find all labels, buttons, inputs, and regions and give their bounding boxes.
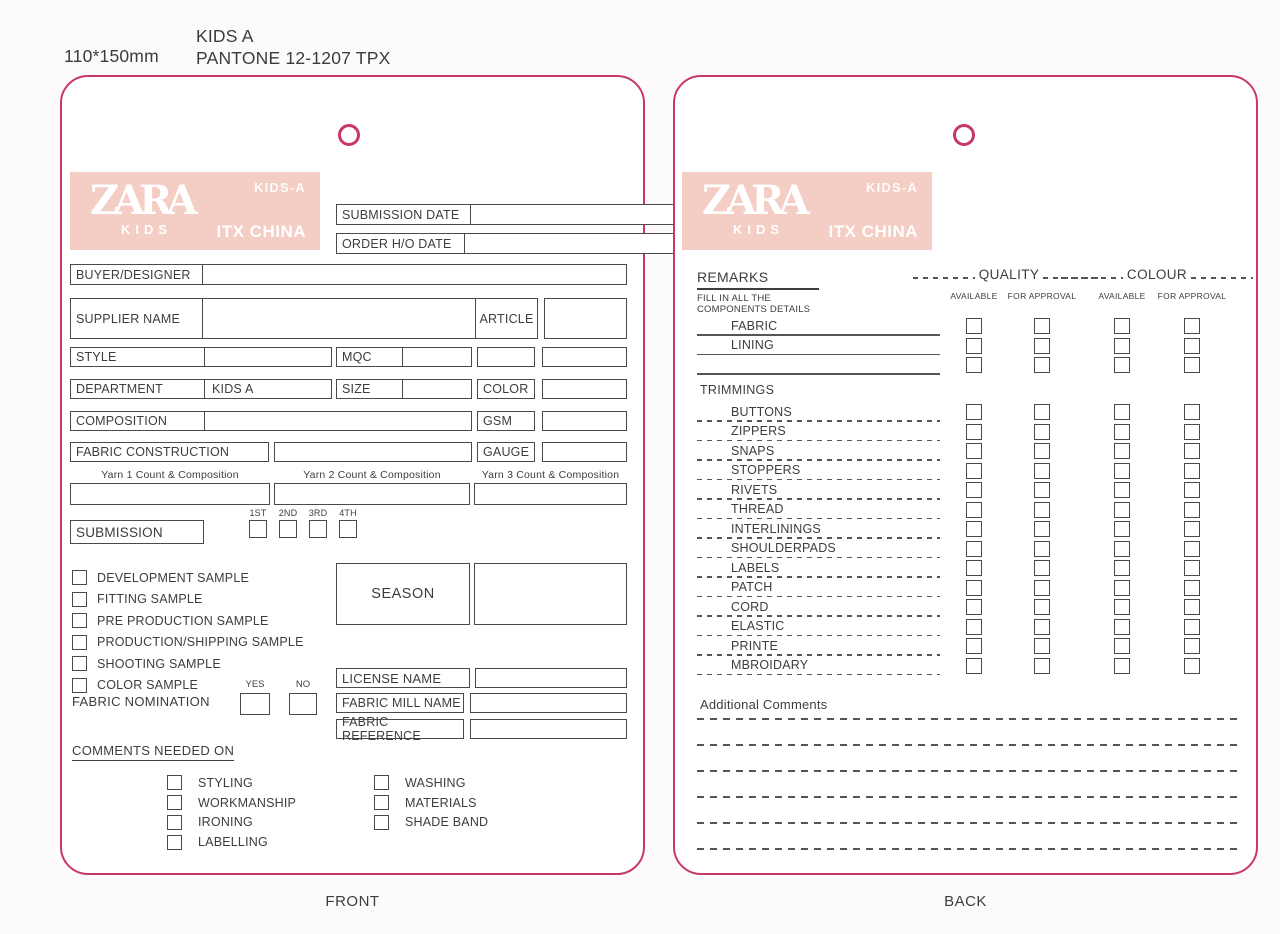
sample-checkbox[interactable] [72, 635, 87, 650]
comment-label: IRONING [198, 815, 253, 830]
sample-checkbox[interactable] [72, 656, 87, 671]
season-field [336, 563, 470, 625]
comment-option-row [167, 793, 296, 813]
front-card [60, 75, 645, 875]
comment-checkbox[interactable] [374, 775, 389, 790]
style-extra-box[interactable] [477, 347, 535, 367]
color-input[interactable] [542, 379, 627, 399]
sample-option-row [72, 610, 304, 632]
kids-label: KIDS A [196, 26, 254, 46]
colour-approval-checkbox[interactable] [1184, 599, 1200, 615]
quality-approval-checkbox[interactable] [1034, 541, 1050, 557]
license-label: LICENSE NAME [336, 668, 470, 688]
fabric-nomination-no-checkbox[interactable] [289, 693, 317, 715]
buyer-input[interactable] [203, 265, 626, 284]
quality-approval-checkbox[interactable] [1034, 404, 1050, 420]
fabric-nomination-yes-checkbox[interactable] [240, 693, 270, 715]
quality-approval-checkbox[interactable] [1034, 338, 1050, 354]
component-label: ELASTIC [731, 619, 785, 633]
composition-input[interactable] [205, 412, 471, 430]
colour-approval-checkbox[interactable] [1184, 443, 1200, 459]
quality-available-checkbox[interactable] [966, 443, 982, 459]
colour-available-checkbox[interactable] [1114, 424, 1130, 440]
color-label: COLOR [477, 379, 535, 399]
component-label: STOPPERS [731, 463, 801, 477]
submission-round-checkbox[interactable] [249, 520, 267, 538]
comment-checkbox[interactable] [167, 815, 182, 830]
zara-wordmark: ZARA [702, 177, 805, 224]
comment-checkbox[interactable] [374, 815, 389, 830]
quality-approval-header: FOR APPROVAL [1007, 291, 1077, 301]
component-row [697, 403, 1242, 423]
size-label: 110*150mm [64, 46, 159, 66]
fabric-nomination-no [289, 679, 317, 715]
submission-round-checkbox[interactable] [309, 520, 327, 538]
buyer-field [70, 264, 627, 285]
composition-field [70, 411, 472, 431]
fabric-reference-input[interactable] [470, 719, 627, 739]
sample-label: COLOR SAMPLE [97, 678, 199, 693]
component-row [697, 520, 1242, 540]
colour-approval-checkbox[interactable] [1184, 482, 1200, 498]
supplier-field [70, 298, 538, 339]
colour-approval-checkbox[interactable] [1184, 338, 1200, 354]
quality-available-header: AVAILABLE [950, 291, 998, 301]
component-row [697, 637, 1242, 657]
quality-available-checkbox[interactable] [966, 482, 982, 498]
colour-approval-checkbox[interactable] [1184, 318, 1200, 334]
submission-date-field [336, 204, 687, 225]
article-label: ARTICLE [475, 299, 537, 338]
comment-checkbox[interactable] [167, 795, 182, 810]
quality-available-checkbox[interactable] [966, 357, 982, 373]
fabric-construction-label: FABRIC CONSTRUCTION [70, 442, 269, 462]
composition-label: COMPOSITION [71, 412, 205, 430]
quality-approval-checkbox[interactable] [1034, 619, 1050, 635]
round-label: 3RD [308, 508, 328, 518]
sample-checkbox[interactable] [72, 613, 87, 628]
comment-label: SHADE BAND [405, 815, 489, 830]
colour-approval-checkbox[interactable] [1184, 560, 1200, 576]
yes-label: YES [245, 679, 265, 690]
size-input[interactable] [403, 380, 471, 398]
component-row [697, 598, 1242, 618]
quality-approval-checkbox[interactable] [1034, 560, 1050, 576]
yarn3-input[interactable] [474, 483, 627, 505]
comments-heading: COMMENTS NEEDED ON [72, 743, 234, 761]
yarn2-input[interactable] [274, 483, 470, 505]
trimmings-heading: TRIMMINGS [700, 383, 775, 397]
colour-available-checkbox[interactable] [1114, 318, 1130, 334]
dept-code: KIDS-A [254, 180, 306, 195]
comment-label: WORKMANSHIP [198, 795, 297, 810]
component-label: LINING [731, 338, 774, 352]
sample-label: PRE PRODUCTION SAMPLE [97, 613, 269, 628]
component-label: RIVETS [731, 482, 778, 497]
component-row [697, 559, 1242, 579]
colour-available-checkbox[interactable] [1114, 541, 1130, 557]
component-label: LABELS [731, 560, 780, 575]
colour-available-checkbox[interactable] [1114, 599, 1130, 615]
zara-kids-label: KIDS [733, 222, 785, 237]
gauge-input[interactable] [542, 442, 627, 462]
mqc-field [336, 347, 472, 367]
submission-round [305, 508, 331, 538]
mqc-label: MQC [337, 348, 403, 366]
submission-date-input[interactable] [471, 205, 686, 224]
quality-approval-checkbox[interactable] [1034, 482, 1050, 498]
component-label: MBROIDARY [731, 658, 809, 672]
quality-approval-checkbox[interactable] [1034, 580, 1050, 596]
colour-approval-checkbox[interactable] [1184, 502, 1200, 518]
colour-available-checkbox[interactable] [1114, 463, 1130, 479]
fabric-construction-input[interactable] [274, 442, 472, 462]
article-input[interactable] [544, 298, 627, 339]
trimming-rows [697, 403, 1242, 676]
additional-comments-heading: Additional Comments [700, 697, 828, 712]
colour-approval-checkbox[interactable] [1184, 541, 1200, 557]
colour-available-checkbox[interactable] [1114, 502, 1130, 518]
colour-approval-header: FOR APPROVAL [1157, 291, 1227, 301]
comment-option-row [167, 773, 296, 793]
comment-option-row [167, 813, 296, 833]
component-row [697, 540, 1242, 560]
comment-checkbox[interactable] [374, 795, 389, 810]
comment-line[interactable] [697, 718, 1242, 720]
submission-round [275, 508, 301, 538]
submission-round [245, 508, 271, 538]
component-row [697, 579, 1242, 599]
fabric-nomination-yes [240, 679, 270, 715]
style-label: STYLE [71, 348, 205, 366]
size-label: SIZE [337, 380, 403, 398]
sample-label: PRODUCTION/SHIPPING SAMPLE [97, 635, 304, 650]
component-label: THREAD [731, 502, 784, 516]
submission-date-label: SUBMISSION DATE [337, 205, 471, 224]
quality-header: QUALITY [909, 267, 1109, 282]
quality-available-checkbox[interactable] [966, 541, 982, 557]
colour-approval-checkbox[interactable] [1184, 424, 1200, 440]
quality-approval-checkbox[interactable] [1034, 638, 1050, 654]
comment-checkbox[interactable] [167, 835, 182, 850]
order-date-label: ORDER H/O DATE [337, 234, 465, 253]
component-label: PRINTE [731, 638, 779, 653]
component-row [697, 618, 1242, 638]
component-row [697, 337, 1242, 357]
submission-rounds [245, 508, 361, 538]
colour-available-checkbox[interactable] [1114, 619, 1130, 635]
dept-code: KIDS-A [866, 180, 918, 195]
yarn2-label: Yarn 2 Count & Composition [303, 469, 441, 481]
component-label: PATCH [731, 580, 773, 594]
round-label: 4TH [339, 508, 357, 518]
sample-label: DEVELOPMENT SAMPLE [97, 570, 250, 585]
zara-logo [702, 177, 810, 237]
hang-hole [953, 124, 975, 146]
mqc-input[interactable] [403, 348, 471, 366]
component-label: SHOULDERPADS [731, 541, 836, 555]
colour-header: COLOUR [1057, 267, 1257, 282]
supplier-label: SUPPLIER NAME [71, 299, 203, 338]
sample-checkbox[interactable] [72, 592, 87, 607]
quality-available-checkbox[interactable] [966, 638, 982, 654]
comment-label: STYLING [198, 775, 253, 790]
colour-available-checkbox[interactable] [1114, 357, 1130, 373]
season-label: SEASON [371, 586, 435, 602]
remarks-note: FILL IN ALL THE COMPONENTS DETAILS [697, 293, 811, 315]
colour-available-checkbox[interactable] [1114, 404, 1130, 420]
quality-available-checkbox[interactable] [966, 424, 982, 440]
round-label: 1ST [249, 508, 267, 518]
quality-available-checkbox[interactable] [966, 502, 982, 518]
sample-checkbox[interactable] [72, 570, 87, 585]
company-label: ITX CHINA [216, 222, 306, 241]
colour-available-checkbox[interactable] [1114, 443, 1130, 459]
department-field [70, 379, 332, 399]
comment-line[interactable] [697, 770, 1242, 772]
colour-approval-checkbox[interactable] [1184, 619, 1200, 635]
submission-round-checkbox[interactable] [339, 520, 357, 538]
comment-line[interactable] [697, 796, 1242, 798]
component-row [697, 501, 1242, 521]
sample-label: FITTING SAMPLE [97, 592, 203, 607]
zara-logo [90, 177, 198, 237]
colour-available-checkbox[interactable] [1114, 521, 1130, 537]
component-row [697, 657, 1242, 677]
component-row [697, 317, 1242, 337]
fabric-mill-label: FABRIC MILL NAME [336, 693, 464, 713]
back-card [673, 75, 1258, 875]
quality-available-checkbox[interactable] [966, 619, 982, 635]
back-caption: BACK [944, 893, 987, 910]
comment-label: LABELLING [198, 835, 268, 850]
quality-approval-checkbox[interactable] [1034, 357, 1050, 373]
quality-approval-checkbox[interactable] [1034, 424, 1050, 440]
colour-available-checkbox[interactable] [1114, 638, 1130, 654]
colour-approval-checkbox[interactable] [1184, 638, 1200, 654]
sample-options [72, 567, 304, 696]
front-caption: FRONT [325, 893, 380, 910]
sample-option-row [72, 632, 304, 654]
sample-checkbox[interactable] [72, 678, 87, 693]
comments-left-group [167, 773, 296, 852]
license-input[interactable] [475, 668, 627, 688]
quality-approval-checkbox[interactable] [1034, 599, 1050, 615]
component-label: CORD [731, 599, 769, 614]
sample-option-row [72, 567, 304, 589]
component-row [697, 423, 1242, 443]
component-label: BUTTONS [731, 404, 792, 419]
colour-available-checkbox[interactable] [1114, 482, 1130, 498]
quality-available-checkbox[interactable] [966, 404, 982, 420]
colour-approval-checkbox[interactable] [1184, 463, 1200, 479]
colour-available-checkbox[interactable] [1114, 580, 1130, 596]
style-input[interactable] [205, 348, 331, 366]
zara-kids-label: KIDS [121, 222, 173, 237]
quality-approval-checkbox[interactable] [1034, 502, 1050, 518]
department-value[interactable]: KIDS A [212, 382, 254, 396]
comment-line[interactable] [697, 744, 1242, 746]
colour-available-checkbox[interactable] [1114, 658, 1130, 674]
yarn3-label: Yarn 3 Count & Composition [481, 469, 620, 481]
sample-option-row [72, 653, 304, 675]
comment-checkbox[interactable] [167, 775, 182, 790]
colour-available-header: AVAILABLE [1098, 291, 1146, 301]
component-label: INTERLININGS [731, 521, 821, 536]
submission-round [335, 508, 361, 538]
style-field [70, 347, 332, 367]
component-label: FABRIC [731, 318, 778, 333]
brand-block [70, 172, 320, 250]
department-label: DEPARTMENT [71, 380, 205, 398]
no-label: NO [295, 679, 311, 690]
quality-available-checkbox[interactable] [966, 521, 982, 537]
quality-available-checkbox[interactable] [966, 318, 982, 334]
colour-approval-checkbox[interactable] [1184, 580, 1200, 596]
comment-option-row [374, 793, 488, 813]
colour-approval-checkbox[interactable] [1184, 357, 1200, 373]
component-row [697, 462, 1242, 482]
sample-option-row [72, 589, 304, 611]
brand-block [682, 172, 932, 250]
submission-round-checkbox[interactable] [279, 520, 297, 538]
colour-approval-checkbox[interactable] [1184, 404, 1200, 420]
fabric-mill-input[interactable] [470, 693, 627, 713]
supplier-input[interactable] [203, 299, 475, 338]
quality-approval-checkbox[interactable] [1034, 521, 1050, 537]
quality-available-checkbox[interactable] [966, 338, 982, 354]
comment-label: WASHING [405, 775, 466, 790]
style-extra-input[interactable] [542, 347, 627, 367]
quality-available-checkbox[interactable] [966, 580, 982, 596]
fabric-rows [697, 317, 1242, 376]
comment-line[interactable] [697, 848, 1242, 850]
remarks-heading: REMARKS [697, 269, 819, 290]
buyer-label: BUYER/DESIGNER [71, 265, 203, 284]
round-label: 2ND [278, 508, 298, 518]
comment-label: MATERIALS [405, 795, 477, 810]
colour-available-checkbox[interactable] [1114, 338, 1130, 354]
quality-approval-checkbox[interactable] [1034, 318, 1050, 334]
colour-approval-checkbox[interactable] [1184, 521, 1200, 537]
quality-available-checkbox[interactable] [966, 599, 982, 615]
quality-approval-checkbox[interactable] [1034, 658, 1050, 674]
component-label: SNAPS [731, 443, 775, 458]
yarn1-input[interactable] [70, 483, 270, 505]
comments-right-group [374, 773, 488, 832]
submission-label: SUBMISSION [70, 520, 204, 544]
sample-label: SHOOTING SAMPLE [97, 656, 221, 671]
fabric-nomination-label: FABRIC NOMINATION [72, 694, 210, 709]
zara-wordmark: ZARA [90, 177, 193, 224]
comment-line[interactable] [697, 822, 1242, 824]
gauge-label: GAUGE [477, 442, 535, 462]
component-row [697, 356, 1242, 376]
colour-approval-checkbox[interactable] [1184, 658, 1200, 674]
quality-approval-checkbox[interactable] [1034, 443, 1050, 459]
size-field [336, 379, 472, 399]
quality-available-checkbox[interactable] [966, 658, 982, 674]
component-row [697, 442, 1242, 462]
comment-option-row [167, 832, 296, 852]
season-input[interactable] [474, 563, 627, 625]
quality-available-checkbox[interactable] [966, 560, 982, 576]
pantone-label: PANTONE 12-1207 TPX [196, 48, 391, 68]
colour-available-checkbox[interactable] [1114, 560, 1130, 576]
quality-available-checkbox[interactable] [966, 463, 982, 479]
gsm-input[interactable] [542, 411, 627, 431]
comment-option-row [374, 813, 488, 833]
component-row [697, 481, 1242, 501]
quality-approval-checkbox[interactable] [1034, 463, 1050, 479]
comment-option-row [374, 773, 488, 793]
component-label: ZIPPERS [731, 424, 786, 438]
order-date-input[interactable] [465, 234, 686, 253]
company-label: ITX CHINA [828, 222, 918, 241]
fabric-reference-label: FABRIC REFERENCE [336, 719, 464, 739]
hang-hole [338, 124, 360, 146]
yarn1-label: Yarn 1 Count & Composition [101, 469, 239, 481]
gsm-label: GSM [477, 411, 535, 431]
order-date-field [336, 233, 687, 254]
